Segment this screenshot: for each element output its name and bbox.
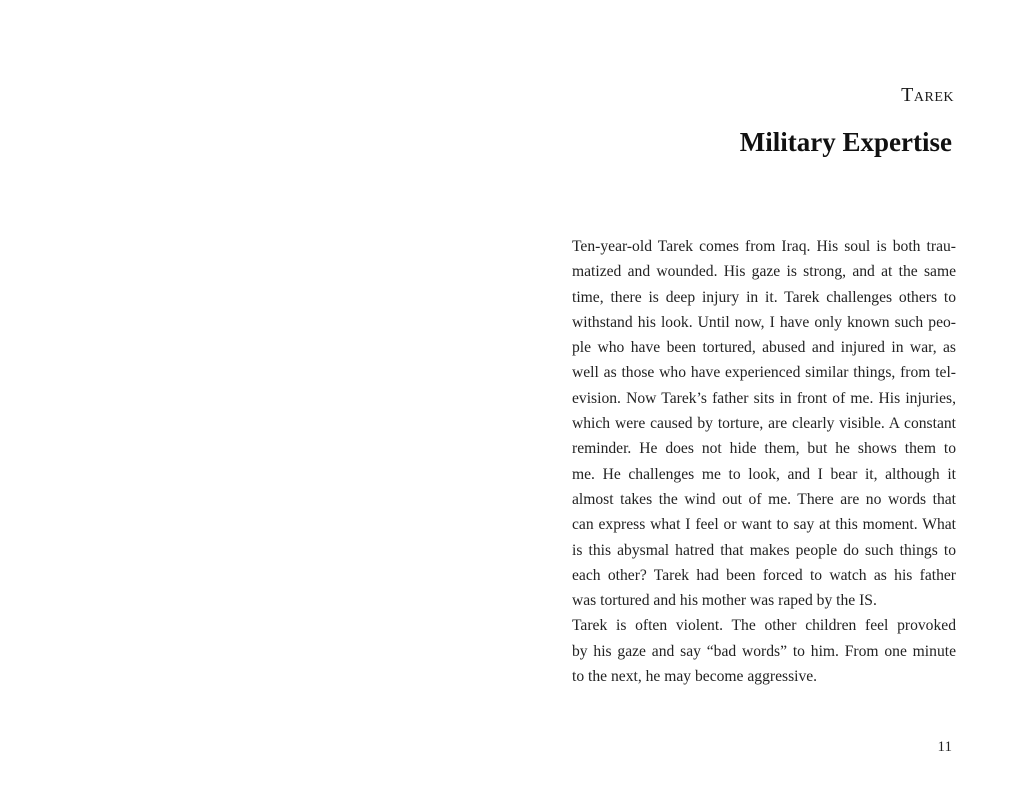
body-line: me. He challenges me to look, and I bear it, although it: [572, 465, 956, 483]
body-line: Tarek is often violent. The other children feel provoked: [572, 617, 956, 635]
body-line: ple who have been tortured, abused and injured in war, as: [572, 339, 956, 357]
body-text: [572, 234, 956, 689]
body-line: well as those who have experienced similar things, from tel-: [572, 364, 956, 382]
body-line: can express what I feel or want to say at this moment. What: [572, 516, 956, 534]
body-line: evision. Now Tarek’s father sits in front of me. His injuries,: [572, 389, 956, 407]
body-line: each other? Tarek had been forced to watch as his father: [572, 566, 956, 584]
body-line: was tortured and his mother was raped by the IS.: [572, 592, 877, 610]
body-line: time, there is deep injury in it. Tarek challenges others to: [572, 288, 956, 306]
body-line: which were caused by torture, are clearly visible. A constant: [572, 415, 956, 433]
body-line: by his gaze and say “bad words” to him. From one minute: [572, 642, 956, 660]
body-line: Ten-year-old Tarek comes from Iraq. His soul is both trau-: [572, 238, 956, 255]
body-line: is this abysmal hatred that makes people do such things to: [572, 541, 956, 559]
body-line: withstand his look. Until now, I have only known such peo-: [572, 313, 956, 331]
page-number: 11: [937, 739, 952, 755]
body-line: almost takes the wind out of me. There are no words that: [572, 490, 956, 508]
body-line: to the next, he may become aggressive.: [572, 668, 818, 686]
book-page-right: [572, 0, 956, 802]
chapter-kicker: Tarek: [901, 84, 954, 106]
body-line: matized and wounded. His gaze is strong, and at the same: [572, 263, 956, 281]
body-line: reminder. He does not hide them, but he shows them to: [572, 440, 956, 458]
chapter-title: Military Expertise: [739, 127, 952, 157]
